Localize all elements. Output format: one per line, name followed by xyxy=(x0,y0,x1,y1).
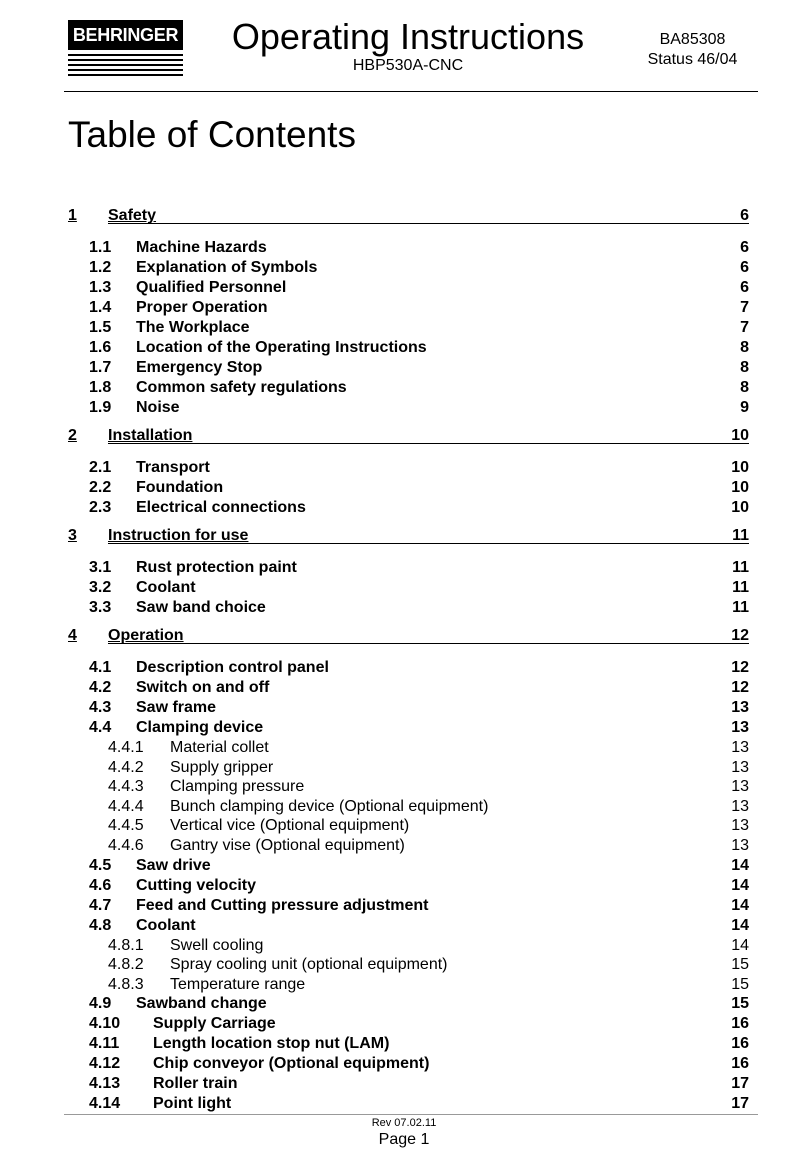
toc-section[interactable] xyxy=(0,258,808,278)
toc-entry-title: Gantry vise (Optional equipment) xyxy=(170,837,405,854)
toc-entry-title: Coolant xyxy=(136,579,196,596)
toc-entry-title: Machine Hazards xyxy=(136,239,267,256)
toc-entry-page: 8 xyxy=(740,379,749,396)
toc-entry-number: 4.4 xyxy=(89,719,112,736)
toc-entry-number: 1.1 xyxy=(89,239,112,256)
toc-entry-page: 11 xyxy=(732,599,749,616)
toc-entry-number: 4.7 xyxy=(89,896,112,914)
toc-entry-title: The Workplace xyxy=(136,319,250,336)
toc-entry-title: Emergency Stop xyxy=(136,359,263,376)
toc-entry-number: 4.9 xyxy=(89,995,112,1013)
toc-entry-page: 12 xyxy=(731,627,749,644)
toc-entry-number: 4.4.2 xyxy=(108,758,144,776)
toc-entry-title: Temperature range xyxy=(170,975,306,993)
toc-entry-number: 4.8 xyxy=(89,916,112,934)
toc-section[interactable] xyxy=(0,1034,808,1054)
toc-entry-title: Clamping device xyxy=(136,719,264,736)
toc-section[interactable] xyxy=(0,916,808,936)
toc-subsection[interactable] xyxy=(0,797,808,817)
toc-section[interactable] xyxy=(0,398,808,418)
toc-entry-page: 14 xyxy=(731,876,749,894)
toc-entry-page: 16 xyxy=(731,1035,749,1053)
toc-entry-title: Proper Operation xyxy=(136,299,268,316)
toc-subsection[interactable] xyxy=(0,836,808,856)
toc-entry-page: 14 xyxy=(731,936,749,954)
toc-entry-number: 4.10 xyxy=(89,1015,121,1033)
machine-model: HBP530A-CNC xyxy=(352,57,464,74)
toc-section[interactable] xyxy=(0,458,808,478)
revision-label: Rev 07.02.11 xyxy=(371,1117,437,1129)
toc-entry-title: Supply gripper xyxy=(170,758,274,776)
toc-entry-title: Common safety regulations xyxy=(136,379,347,396)
toc-section[interactable] xyxy=(0,994,808,1014)
toc-entry-title: Switch on and off xyxy=(136,679,270,696)
toc-entry-title: Qualified Personnel xyxy=(136,279,287,296)
toc-entry-number: 3 xyxy=(68,527,77,544)
toc-entry-page: 6 xyxy=(740,259,749,276)
toc-entry-number: 4.2 xyxy=(89,679,112,696)
toc-section[interactable] xyxy=(0,1094,808,1114)
toc-entry-number: 4 xyxy=(68,627,77,644)
toc-section[interactable] xyxy=(0,678,808,698)
toc-entry-page: 10 xyxy=(731,479,749,496)
toc-entry-title: Material collet xyxy=(170,739,269,756)
toc-entry-number: 1.8 xyxy=(89,379,112,396)
toc-entry-page: 11 xyxy=(732,559,749,576)
toc-entry-number: 3.1 xyxy=(89,559,112,576)
toc-entry-number: 4.4.5 xyxy=(108,817,144,835)
toc-entry-page: 14 xyxy=(731,896,749,914)
toc-entry-page: 7 xyxy=(740,299,749,316)
toc-entry-title: Bunch clamping device (Optional equipment) xyxy=(170,797,489,815)
toc-entry-number: 2.2 xyxy=(89,479,112,496)
toc-section[interactable] xyxy=(0,856,808,876)
toc-entry-number: 4.4.1 xyxy=(108,739,144,756)
toc-entry-number: 1.2 xyxy=(89,259,112,276)
toc-entry-page: 15 xyxy=(731,975,749,993)
toc-entry-page: 6 xyxy=(740,279,749,296)
document-id: BA85308 xyxy=(659,31,726,48)
toc-entry-page: 8 xyxy=(740,339,749,356)
toc-entry-title: Instruction for use xyxy=(108,527,249,544)
toc-entry-title: Cutting velocity xyxy=(136,876,257,894)
toc-entry-number: 4.13 xyxy=(89,1075,121,1093)
toc-entry-title: Coolant xyxy=(136,916,196,934)
toc-entry-page: 10 xyxy=(731,499,749,516)
document-title: Operating Instructions xyxy=(231,16,585,57)
toc-chapter[interactable] xyxy=(0,426,808,446)
toc-entry-number: 1.6 xyxy=(89,339,112,356)
toc-entry-title: Saw drive xyxy=(136,856,211,874)
toc-entry-title: Operation xyxy=(108,627,184,644)
toc-subsection[interactable] xyxy=(0,955,808,975)
toc-entry-number: 4.12 xyxy=(89,1055,121,1073)
toc-chapter[interactable] xyxy=(0,526,808,546)
toc-entry-title: Supply Carriage xyxy=(153,1015,276,1033)
toc-entry-title: Description control panel xyxy=(136,659,329,676)
page-number: Page 1 xyxy=(378,1131,430,1148)
toc-section[interactable] xyxy=(0,298,808,318)
toc-entry-number: 4.5 xyxy=(89,856,112,874)
toc-section[interactable] xyxy=(0,896,808,916)
toc-entry-title: Length location stop nut (LAM) xyxy=(153,1035,390,1053)
toc-section[interactable] xyxy=(0,598,808,618)
toc-entry-number: 4.6 xyxy=(89,876,112,894)
toc-entry-title: Electrical connections xyxy=(136,499,306,516)
toc-entry-number: 4.8.3 xyxy=(108,975,144,993)
toc-entry-title: Foundation xyxy=(136,479,224,496)
toc-section[interactable] xyxy=(0,876,808,896)
toc-subsection[interactable] xyxy=(0,738,808,758)
toc-entry-page: 16 xyxy=(731,1055,749,1073)
toc-section[interactable] xyxy=(0,338,808,358)
toc-entry-number: 2.3 xyxy=(89,499,112,516)
footer-divider xyxy=(64,1114,758,1115)
toc-entry-title: Vertical vice (Optional equipment) xyxy=(170,817,410,835)
toc-heading: Table of Contents xyxy=(68,114,356,155)
toc-subsection[interactable] xyxy=(0,816,808,836)
toc-chapter[interactable] xyxy=(0,626,808,646)
toc-entry-page: 13 xyxy=(731,699,749,716)
toc-entry-page: 15 xyxy=(731,956,749,974)
document-status: Status 46/04 xyxy=(647,51,738,68)
toc-entry-page: 10 xyxy=(731,427,749,444)
toc-section[interactable] xyxy=(0,358,808,378)
toc-entry-page: 13 xyxy=(731,817,749,835)
toc-entry-title: Explanation of Symbols xyxy=(136,259,318,276)
toc-section[interactable] xyxy=(0,1074,808,1094)
toc-subsection[interactable] xyxy=(0,758,808,778)
toc-entry-title: Safety xyxy=(108,207,157,224)
toc-entry-page: 12 xyxy=(731,659,749,676)
toc-entry-page: 17 xyxy=(731,1095,749,1113)
toc-entry-page: 13 xyxy=(731,739,749,756)
toc-entry-title: Spray cooling unit (optional equipment) xyxy=(170,956,448,974)
toc-section[interactable] xyxy=(0,658,808,678)
toc-entry-title: Noise xyxy=(136,399,180,416)
toc-entry-page: 14 xyxy=(731,856,749,874)
toc-entry-number: 1.4 xyxy=(89,299,112,316)
toc-entry-number: 4.4.4 xyxy=(108,797,144,815)
toc-section[interactable] xyxy=(0,498,808,518)
toc-entry-number: 4.8.1 xyxy=(108,936,144,954)
toc-entry-page: 13 xyxy=(731,719,749,736)
chapter-underline xyxy=(108,443,749,444)
toc-entry-title: Chip conveyor (Optional equipment) xyxy=(153,1055,430,1073)
toc-entry-title: Swell cooling xyxy=(170,936,264,954)
toc-entry-number: 1.3 xyxy=(89,279,112,296)
toc-entry-number: 1.5 xyxy=(89,319,112,336)
toc-entry-title: Feed and Cutting pressure adjustment xyxy=(136,896,429,914)
toc-entry-number: 2 xyxy=(68,427,77,444)
toc-entry-title: Roller train xyxy=(153,1075,238,1093)
toc-entry-page: 8 xyxy=(740,359,749,376)
toc-entry-number: 3.3 xyxy=(89,599,112,616)
chapter-underline xyxy=(108,643,749,644)
toc-entry-number: 4.1 xyxy=(89,659,112,676)
toc-entry-number: 4.14 xyxy=(89,1095,121,1113)
toc-entry-title: Point light xyxy=(153,1095,232,1113)
toc-entry-number: 4.4.6 xyxy=(108,837,144,854)
toc-entry-number: 4.11 xyxy=(89,1035,120,1053)
toc-entry-title: Location of the Operating Instructions xyxy=(136,339,427,356)
toc-section[interactable] xyxy=(0,478,808,498)
toc-entry-title: Clamping pressure xyxy=(170,778,305,796)
toc-entry-title: Saw band choice xyxy=(136,599,266,616)
toc-section[interactable] xyxy=(0,698,808,718)
toc-entry-title: Transport xyxy=(136,459,210,476)
toc-entry-page: 7 xyxy=(740,319,749,336)
toc-entry-page: 17 xyxy=(731,1075,749,1093)
toc-section[interactable] xyxy=(0,558,808,578)
toc-section[interactable] xyxy=(0,1014,808,1034)
toc-entry-number: 4.4.3 xyxy=(108,778,144,796)
toc-entry-title: Sawband change xyxy=(136,995,267,1013)
toc-entry-page: 6 xyxy=(740,239,749,256)
logo-text: BEHRINGER xyxy=(68,20,183,50)
toc-entry-number: 2.1 xyxy=(89,459,112,476)
toc-section[interactable] xyxy=(0,318,808,338)
toc-entry-page: 11 xyxy=(732,527,749,544)
chapter-underline xyxy=(108,223,749,224)
toc-entry-page: 10 xyxy=(731,459,749,476)
toc-entry-number: 4.3 xyxy=(89,699,112,716)
toc-entry-title: Installation xyxy=(108,427,193,444)
toc-entry-number: 1 xyxy=(68,207,77,224)
toc-section[interactable] xyxy=(0,578,808,598)
toc-subsection[interactable] xyxy=(0,975,808,995)
toc-entry-page: 11 xyxy=(732,579,749,596)
toc-entry-page: 16 xyxy=(731,1015,749,1033)
toc-entry-page: 6 xyxy=(740,207,749,224)
toc-subsection[interactable] xyxy=(0,777,808,797)
toc-entry-number: 4.8.2 xyxy=(108,956,144,974)
toc-entry-page: 14 xyxy=(731,916,749,934)
toc-section[interactable] xyxy=(0,238,808,258)
toc-section[interactable] xyxy=(0,278,808,298)
toc-entry-page: 9 xyxy=(740,399,749,416)
toc-entry-number: 1.9 xyxy=(89,399,112,416)
toc-subsection[interactable] xyxy=(0,936,808,956)
toc-entry-page: 13 xyxy=(731,837,749,854)
toc-entry-page: 13 xyxy=(731,797,749,815)
toc-entry-page: 12 xyxy=(731,679,749,696)
toc-section[interactable] xyxy=(0,1054,808,1074)
toc-entry-title: Saw frame xyxy=(136,699,217,716)
toc-entry-number: 1.7 xyxy=(89,359,112,376)
toc-section[interactable] xyxy=(0,718,808,738)
toc-entry-page: 13 xyxy=(731,778,749,796)
toc-entry-number: 3.2 xyxy=(89,579,112,596)
toc-entry-page: 15 xyxy=(731,995,749,1013)
toc-section[interactable] xyxy=(0,378,808,398)
toc-entry-title: Rust protection paint xyxy=(136,559,297,576)
toc-chapter[interactable] xyxy=(0,206,808,226)
toc-entry-page: 13 xyxy=(731,758,749,776)
